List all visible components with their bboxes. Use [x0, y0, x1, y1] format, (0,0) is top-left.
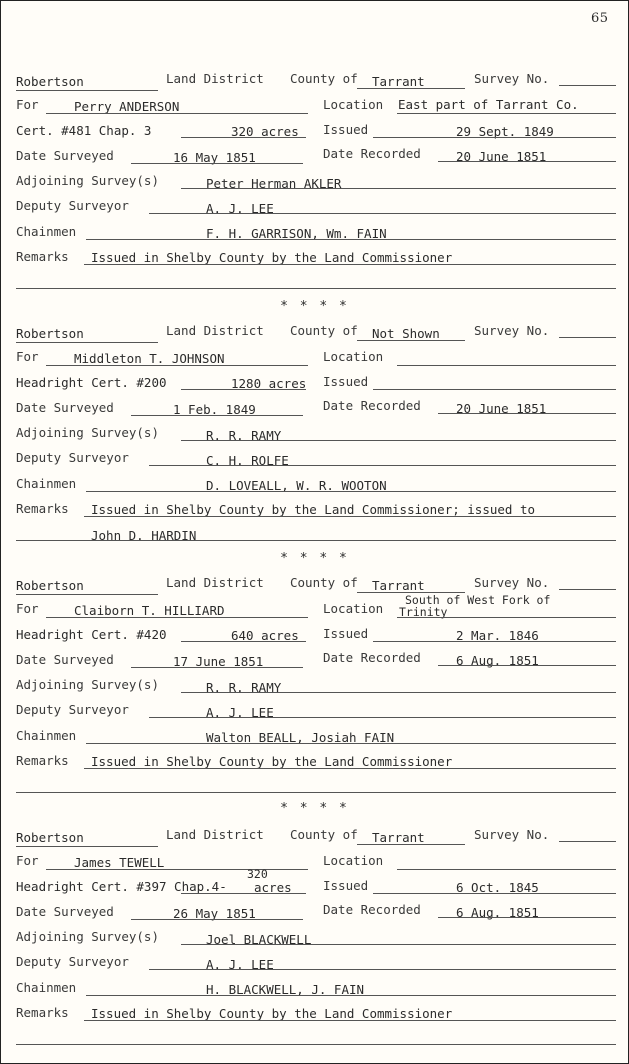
form-underline	[357, 88, 465, 89]
survey-no-label: Survey No.	[474, 575, 550, 590]
remarks-value-line2: John D. HARDIN	[91, 528, 197, 543]
date-surveyed-label: Date Surveyed	[16, 400, 114, 415]
form-underline	[46, 869, 308, 870]
for-value: Perry ANDERSON	[74, 99, 180, 114]
record-separator: * * * *	[280, 801, 349, 816]
issued-label: Issued	[323, 374, 369, 389]
date-surveyed-label: Date Surveyed	[16, 148, 114, 163]
form-underline	[84, 516, 616, 517]
issued-label: Issued	[323, 122, 369, 137]
form-underline	[46, 113, 308, 114]
remarks-value: Issued in Shelby County by the Land Commissioner	[91, 1006, 453, 1021]
remarks-value: Issued in Shelby County by the Land Commissioner; issued to	[91, 502, 536, 517]
form-underline	[357, 844, 465, 845]
location-value-line2: Trinity	[399, 605, 448, 619]
adjoining-value: Peter Herman AKLER	[206, 176, 342, 191]
chainmen-value: Walton BEALL, Josiah FAIN	[206, 730, 395, 745]
location-label: Location	[323, 853, 384, 868]
date-recorded-value: 6 Aug. 1851	[456, 905, 539, 920]
adjoining-label: Adjoining Survey(s)	[16, 425, 159, 440]
adjoining-label: Adjoining Survey(s)	[16, 677, 159, 692]
remarks-label: Remarks	[16, 249, 69, 264]
date-surveyed-value: 26 May 1851	[173, 906, 256, 921]
adjoining-value: R. R. RAMY	[206, 680, 282, 695]
acres-value: acres	[254, 880, 292, 895]
acres-value: 1280 acres	[231, 376, 307, 391]
form-underline	[16, 594, 158, 595]
district-value: Robertson	[16, 326, 84, 341]
certificate-label: Headright Cert. #420	[16, 627, 167, 642]
survey-no-label: Survey No.	[474, 323, 550, 338]
record-separator: * * * *	[280, 299, 349, 314]
acres-value-above: 320	[247, 867, 268, 881]
form-underline	[357, 340, 465, 341]
location-label: Location	[323, 349, 384, 364]
survey-no-label: Survey No.	[474, 71, 550, 86]
issued-label: Issued	[323, 878, 369, 893]
date-recorded-label: Date Recorded	[323, 146, 421, 161]
remarks-label: Remarks	[16, 753, 69, 768]
chainmen-label: Chainmen	[16, 980, 77, 995]
form-underline	[16, 288, 616, 289]
issued-label: Issued	[323, 626, 369, 641]
form-underline	[181, 641, 306, 642]
location-label: Location	[323, 97, 384, 112]
issued-value: 6 Oct. 1845	[456, 880, 539, 895]
form-underline	[149, 717, 616, 718]
county-value: Tarrant	[372, 830, 425, 845]
land-district-label: Land District	[166, 575, 264, 590]
form-underline	[438, 917, 616, 918]
chainmen-value: D. LOVEALL, W. R. WOOTON	[206, 478, 387, 493]
county-value: Tarrant	[372, 74, 425, 89]
for-value: James TEWELL	[74, 855, 165, 870]
form-underline	[373, 641, 616, 642]
form-underline	[559, 85, 616, 86]
for-label: For	[16, 349, 39, 364]
deputy-surveyor-label: Deputy Surveyor	[16, 954, 129, 969]
deputy-surveyor-label: Deputy Surveyor	[16, 450, 129, 465]
record-separator: * * * *	[280, 551, 349, 566]
form-underline	[149, 213, 616, 214]
deputy-surveyor-value: A. J. LEE	[206, 705, 274, 720]
chainmen-label: Chainmen	[16, 224, 77, 239]
date-surveyed-label: Date Surveyed	[16, 904, 114, 919]
land-district-label: Land District	[166, 71, 264, 86]
form-underline	[181, 440, 616, 441]
location-value: East part of Tarrant Co.	[398, 97, 579, 112]
form-underline	[16, 342, 158, 343]
date-recorded-value: 6 Aug. 1851	[456, 653, 539, 668]
form-underline	[149, 969, 616, 970]
county-of-label: County of	[290, 575, 358, 590]
form-underline	[86, 995, 616, 996]
district-value: Robertson	[16, 830, 84, 845]
form-underline	[438, 413, 616, 414]
for-label: For	[16, 97, 39, 112]
form-underline	[373, 893, 616, 894]
date-recorded-label: Date Recorded	[323, 650, 421, 665]
survey-no-label: Survey No.	[474, 827, 550, 842]
adjoining-label: Adjoining Survey(s)	[16, 929, 159, 944]
date-surveyed-value: 1 Feb. 1849	[173, 402, 256, 417]
chainmen-value: F. H. GARRISON, Wm. FAIN	[206, 226, 387, 241]
deputy-surveyor-value: A. J. LEE	[206, 201, 274, 216]
form-underline	[438, 161, 616, 162]
form-underline	[181, 692, 616, 693]
chainmen-value: H. BLACKWELL, J. FAIN	[206, 982, 365, 997]
form-underline	[397, 869, 616, 870]
for-label: For	[16, 601, 39, 616]
adjoining-label: Adjoining Survey(s)	[16, 173, 159, 188]
form-underline	[16, 1044, 616, 1045]
acres-value: 320 acres	[231, 124, 299, 139]
form-underline	[16, 90, 158, 91]
remarks-label: Remarks	[16, 1005, 69, 1020]
form-underline	[86, 491, 616, 492]
date-recorded-label: Date Recorded	[323, 902, 421, 917]
issued-value: 29 Sept. 1849	[456, 124, 554, 139]
deputy-surveyor-label: Deputy Surveyor	[16, 198, 129, 213]
form-underline	[84, 264, 616, 265]
county-value: Tarrant	[372, 578, 425, 593]
for-value: Middleton T. JOHNSON	[74, 351, 225, 366]
date-recorded-value: 20 June 1851	[456, 149, 547, 164]
form-underline	[131, 667, 303, 668]
form-underline	[16, 792, 616, 793]
form-underline	[397, 617, 616, 618]
form-underline	[149, 465, 616, 466]
form-underline	[181, 944, 616, 945]
acres-value: 640 acres	[231, 628, 299, 643]
form-underline	[397, 365, 616, 366]
chainmen-label: Chainmen	[16, 476, 77, 491]
date-surveyed-value: 16 May 1851	[173, 150, 256, 165]
for-label: For	[16, 853, 39, 868]
adjoining-value: R. R. RAMY	[206, 428, 282, 443]
land-district-label: Land District	[166, 827, 264, 842]
certificate-label: Cert. #481 Chap. 3	[16, 123, 152, 138]
form-underline	[86, 743, 616, 744]
form-underline	[181, 137, 306, 138]
form-underline	[559, 589, 616, 590]
form-underline	[131, 415, 303, 416]
form-underline	[559, 841, 616, 842]
date-recorded-value: 20 June 1851	[456, 401, 547, 416]
county-of-label: County of	[290, 827, 358, 842]
form-underline	[397, 113, 616, 114]
certificate-label: Headright Cert. #200	[16, 375, 167, 390]
county-value: Not Shown	[372, 326, 440, 341]
form-underline	[131, 163, 303, 164]
location-label: Location	[323, 601, 384, 616]
chainmen-label: Chainmen	[16, 728, 77, 743]
form-underline	[181, 893, 306, 894]
page-number: 65	[591, 11, 609, 26]
county-of-label: County of	[290, 71, 358, 86]
form-underline	[16, 846, 158, 847]
district-value: Robertson	[16, 578, 84, 593]
form-underline	[16, 540, 616, 541]
adjoining-value: Joel BLACKWELL	[206, 932, 312, 947]
remarks-value: Issued in Shelby County by the Land Commissioner	[91, 754, 453, 769]
form-underline	[46, 365, 308, 366]
for-value: Claiborn T. HILLIARD	[74, 603, 225, 618]
form-underline	[131, 919, 303, 920]
certificate-label: Headright Cert. #397 Chap.4-	[16, 879, 227, 894]
location-value: South of West Fork of	[405, 593, 551, 607]
form-underline	[559, 337, 616, 338]
form-underline	[86, 239, 616, 240]
form-underline	[181, 389, 306, 390]
land-district-label: Land District	[166, 323, 264, 338]
deputy-surveyor-value: C. H. ROLFE	[206, 453, 289, 468]
remarks-label: Remarks	[16, 501, 69, 516]
deputy-surveyor-value: A. J. LEE	[206, 957, 274, 972]
county-of-label: County of	[290, 323, 358, 338]
deputy-surveyor-label: Deputy Surveyor	[16, 702, 129, 717]
form-underline	[84, 768, 616, 769]
form-underline	[181, 188, 616, 189]
form-underline	[84, 1020, 616, 1021]
date-surveyed-value: 17 June 1851	[173, 654, 264, 669]
district-value: Robertson	[16, 74, 84, 89]
form-underline	[438, 665, 616, 666]
remarks-value: Issued in Shelby County by the Land Commissioner	[91, 250, 453, 265]
issued-value: 2 Mar. 1846	[456, 628, 539, 643]
form-underline	[373, 137, 616, 138]
date-recorded-label: Date Recorded	[323, 398, 421, 413]
form-underline	[373, 389, 616, 390]
date-surveyed-label: Date Surveyed	[16, 652, 114, 667]
form-underline	[46, 617, 308, 618]
